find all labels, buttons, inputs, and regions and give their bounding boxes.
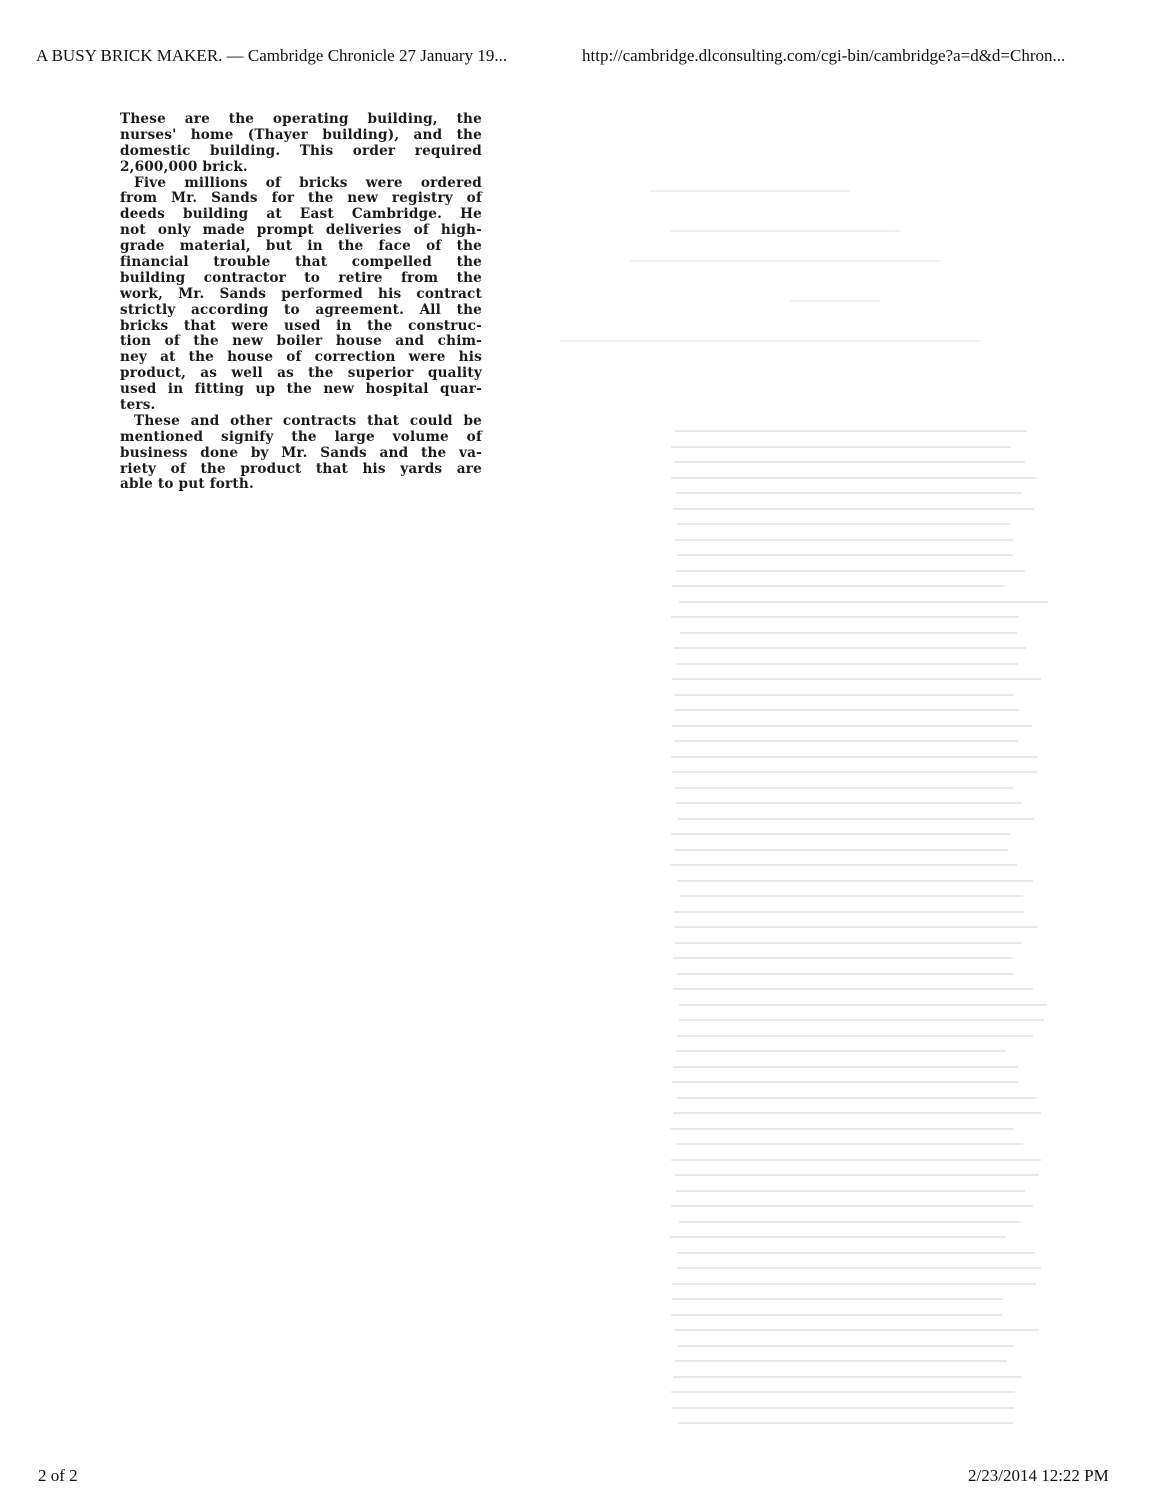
page-number: 2 of 2: [38, 1466, 78, 1485]
bleed-through-line: [673, 988, 1034, 990]
bleed-through-line: [675, 849, 1009, 851]
bleed-through-line: [676, 1050, 1007, 1052]
article-line: tion of the new boiler house and chim-: [120, 333, 482, 350]
bleed-through-line: [672, 1081, 1018, 1083]
bleed-through-line: [671, 833, 1010, 835]
bleed-through-line: [671, 1391, 1015, 1393]
article-line: able to put forth.: [120, 476, 254, 493]
bleed-through-line: [671, 1159, 1041, 1161]
bleed-through-line: [677, 554, 1013, 556]
article-line: product, as well as the superior quality: [120, 365, 482, 382]
article-line: nurses' home (Thayer building), and the: [120, 126, 482, 143]
article-line: grade material, but in the face of the: [120, 238, 482, 255]
article-line: work, Mr. Sands performed his contract: [120, 285, 482, 302]
article-line: financial trouble that compelled the: [120, 254, 482, 271]
article-line: building contractor to retire from the: [120, 269, 482, 286]
bleed-through-line: [675, 942, 1023, 944]
bleed-through-line: [674, 647, 1026, 649]
bleed-through-line: [675, 430, 1027, 432]
bleed-through-line: [670, 1236, 1006, 1238]
bleed-through-line: [675, 1174, 1040, 1176]
bleed-through-line: [676, 802, 1022, 804]
bleed-through-line: [672, 771, 1037, 773]
article-line: ney at the house of correction were his: [120, 349, 482, 366]
bleed-through-line: [678, 1345, 1014, 1347]
bleed-through-line: [671, 446, 1011, 448]
bleed-through-line: [673, 1112, 1041, 1114]
article-line: 2,600,000 brick.: [120, 158, 248, 175]
bleed-through-line: [680, 895, 1023, 897]
bleed-through-line: [672, 1298, 1003, 1300]
bleed-through-line: [670, 864, 1016, 866]
article-line: mentioned signify the large volume of: [120, 428, 482, 445]
bleed-through-line: [679, 1019, 1043, 1021]
bleed-through-line: [676, 570, 1025, 572]
bleed-through-line: [671, 616, 1019, 618]
bleed-through-line: [676, 1143, 1024, 1145]
bleed-through-line: [671, 1205, 1033, 1207]
bleed-through-line: [673, 508, 1034, 510]
article-line: deeds building at East Cambridge. He: [120, 206, 482, 223]
bleed-through-line: [675, 787, 1014, 789]
bleed-through-line: [679, 601, 1048, 603]
bleed-through-line: [676, 1190, 1025, 1192]
bleed-through-line: [677, 1035, 1033, 1037]
bleed-through-line: [677, 973, 1012, 975]
bleed-through-line: [790, 300, 880, 302]
bleed-through-line: [673, 1376, 1023, 1378]
article-line: ters.: [120, 397, 156, 414]
bleed-through-line: [675, 709, 1018, 711]
bleed-through-line: [675, 1329, 1038, 1331]
bleed-through-line: [672, 585, 1004, 587]
bleed-through-line: [674, 911, 1024, 913]
article-line: domestic building. This order required: [120, 142, 482, 159]
bleed-through-line: [672, 678, 1041, 680]
bleed-through-line: [672, 1407, 1014, 1409]
bleed-through-line: [673, 1066, 1017, 1068]
bleed-through-line: [673, 957, 1012, 959]
bleed-through-line: [674, 740, 1018, 742]
bleed-through-column: [660, 340, 1060, 1450]
bleed-through-line: [671, 477, 1036, 479]
bleed-through-header-area: [540, 150, 1060, 350]
article-line: These and other contracts that could be: [134, 412, 482, 429]
article-line: riety of the product that his yards are: [120, 460, 482, 477]
bleed-through-line: [674, 926, 1038, 928]
bleed-through-line: [679, 1004, 1048, 1006]
article-body: [120, 112, 482, 493]
bleed-through-line: [677, 523, 1010, 525]
bleed-through-line: [670, 230, 900, 232]
article-line: used in fitting up the new hospital quar-: [120, 381, 482, 398]
article-line: These are the operating building, the: [120, 111, 482, 127]
bleed-through-line: [677, 1097, 1036, 1099]
bleed-through-line: [672, 1283, 1035, 1285]
page-header-url: http://cambridge.dlconsulting.com/cgi-bin/cambridge?a=d&d=Chron...: [582, 46, 1066, 65]
bleed-through-line: [560, 340, 980, 342]
bleed-through-line: [630, 260, 940, 262]
print-datetime: 2/23/2014 12:22 PM: [968, 1466, 1109, 1485]
article-line: from Mr. Sands for the new registry of: [120, 190, 482, 207]
bleed-through-line: [650, 190, 850, 192]
article-line: Five millions of bricks were ordered: [134, 174, 482, 191]
bleed-through-line: [677, 663, 1018, 665]
article-line: strictly according to agreement. All the: [120, 301, 482, 318]
bleed-through-line: [675, 1360, 1007, 1362]
article-line: bricks that were used in the construc-: [120, 317, 482, 334]
page-header-title: A BUSY BRICK MAKER. — Cambridge Chronicle 27 January 19...: [36, 46, 508, 65]
bleed-through-line: [670, 1128, 1014, 1130]
bleed-through-line: [677, 1252, 1035, 1254]
bleed-through-line: [677, 1267, 1042, 1269]
article-line: not only made prompt deliveries of high-: [120, 222, 482, 239]
bleed-through-line: [674, 461, 1024, 463]
bleed-through-line: [677, 880, 1033, 882]
bleed-through-line: [679, 1221, 1020, 1223]
bleed-through-line: [678, 818, 1034, 820]
bleed-through-line: [671, 1314, 1002, 1316]
bleed-through-line: [672, 725, 1033, 727]
bleed-through-line: [671, 756, 1038, 758]
bleed-through-line: [678, 1422, 1013, 1424]
bleed-through-line: [676, 492, 1022, 494]
article-line: business done by Mr. Sands and the va-: [120, 444, 482, 461]
bleed-through-line: [680, 632, 1018, 634]
bleed-through-line: [674, 694, 1013, 696]
bleed-through-line: [675, 539, 1014, 541]
